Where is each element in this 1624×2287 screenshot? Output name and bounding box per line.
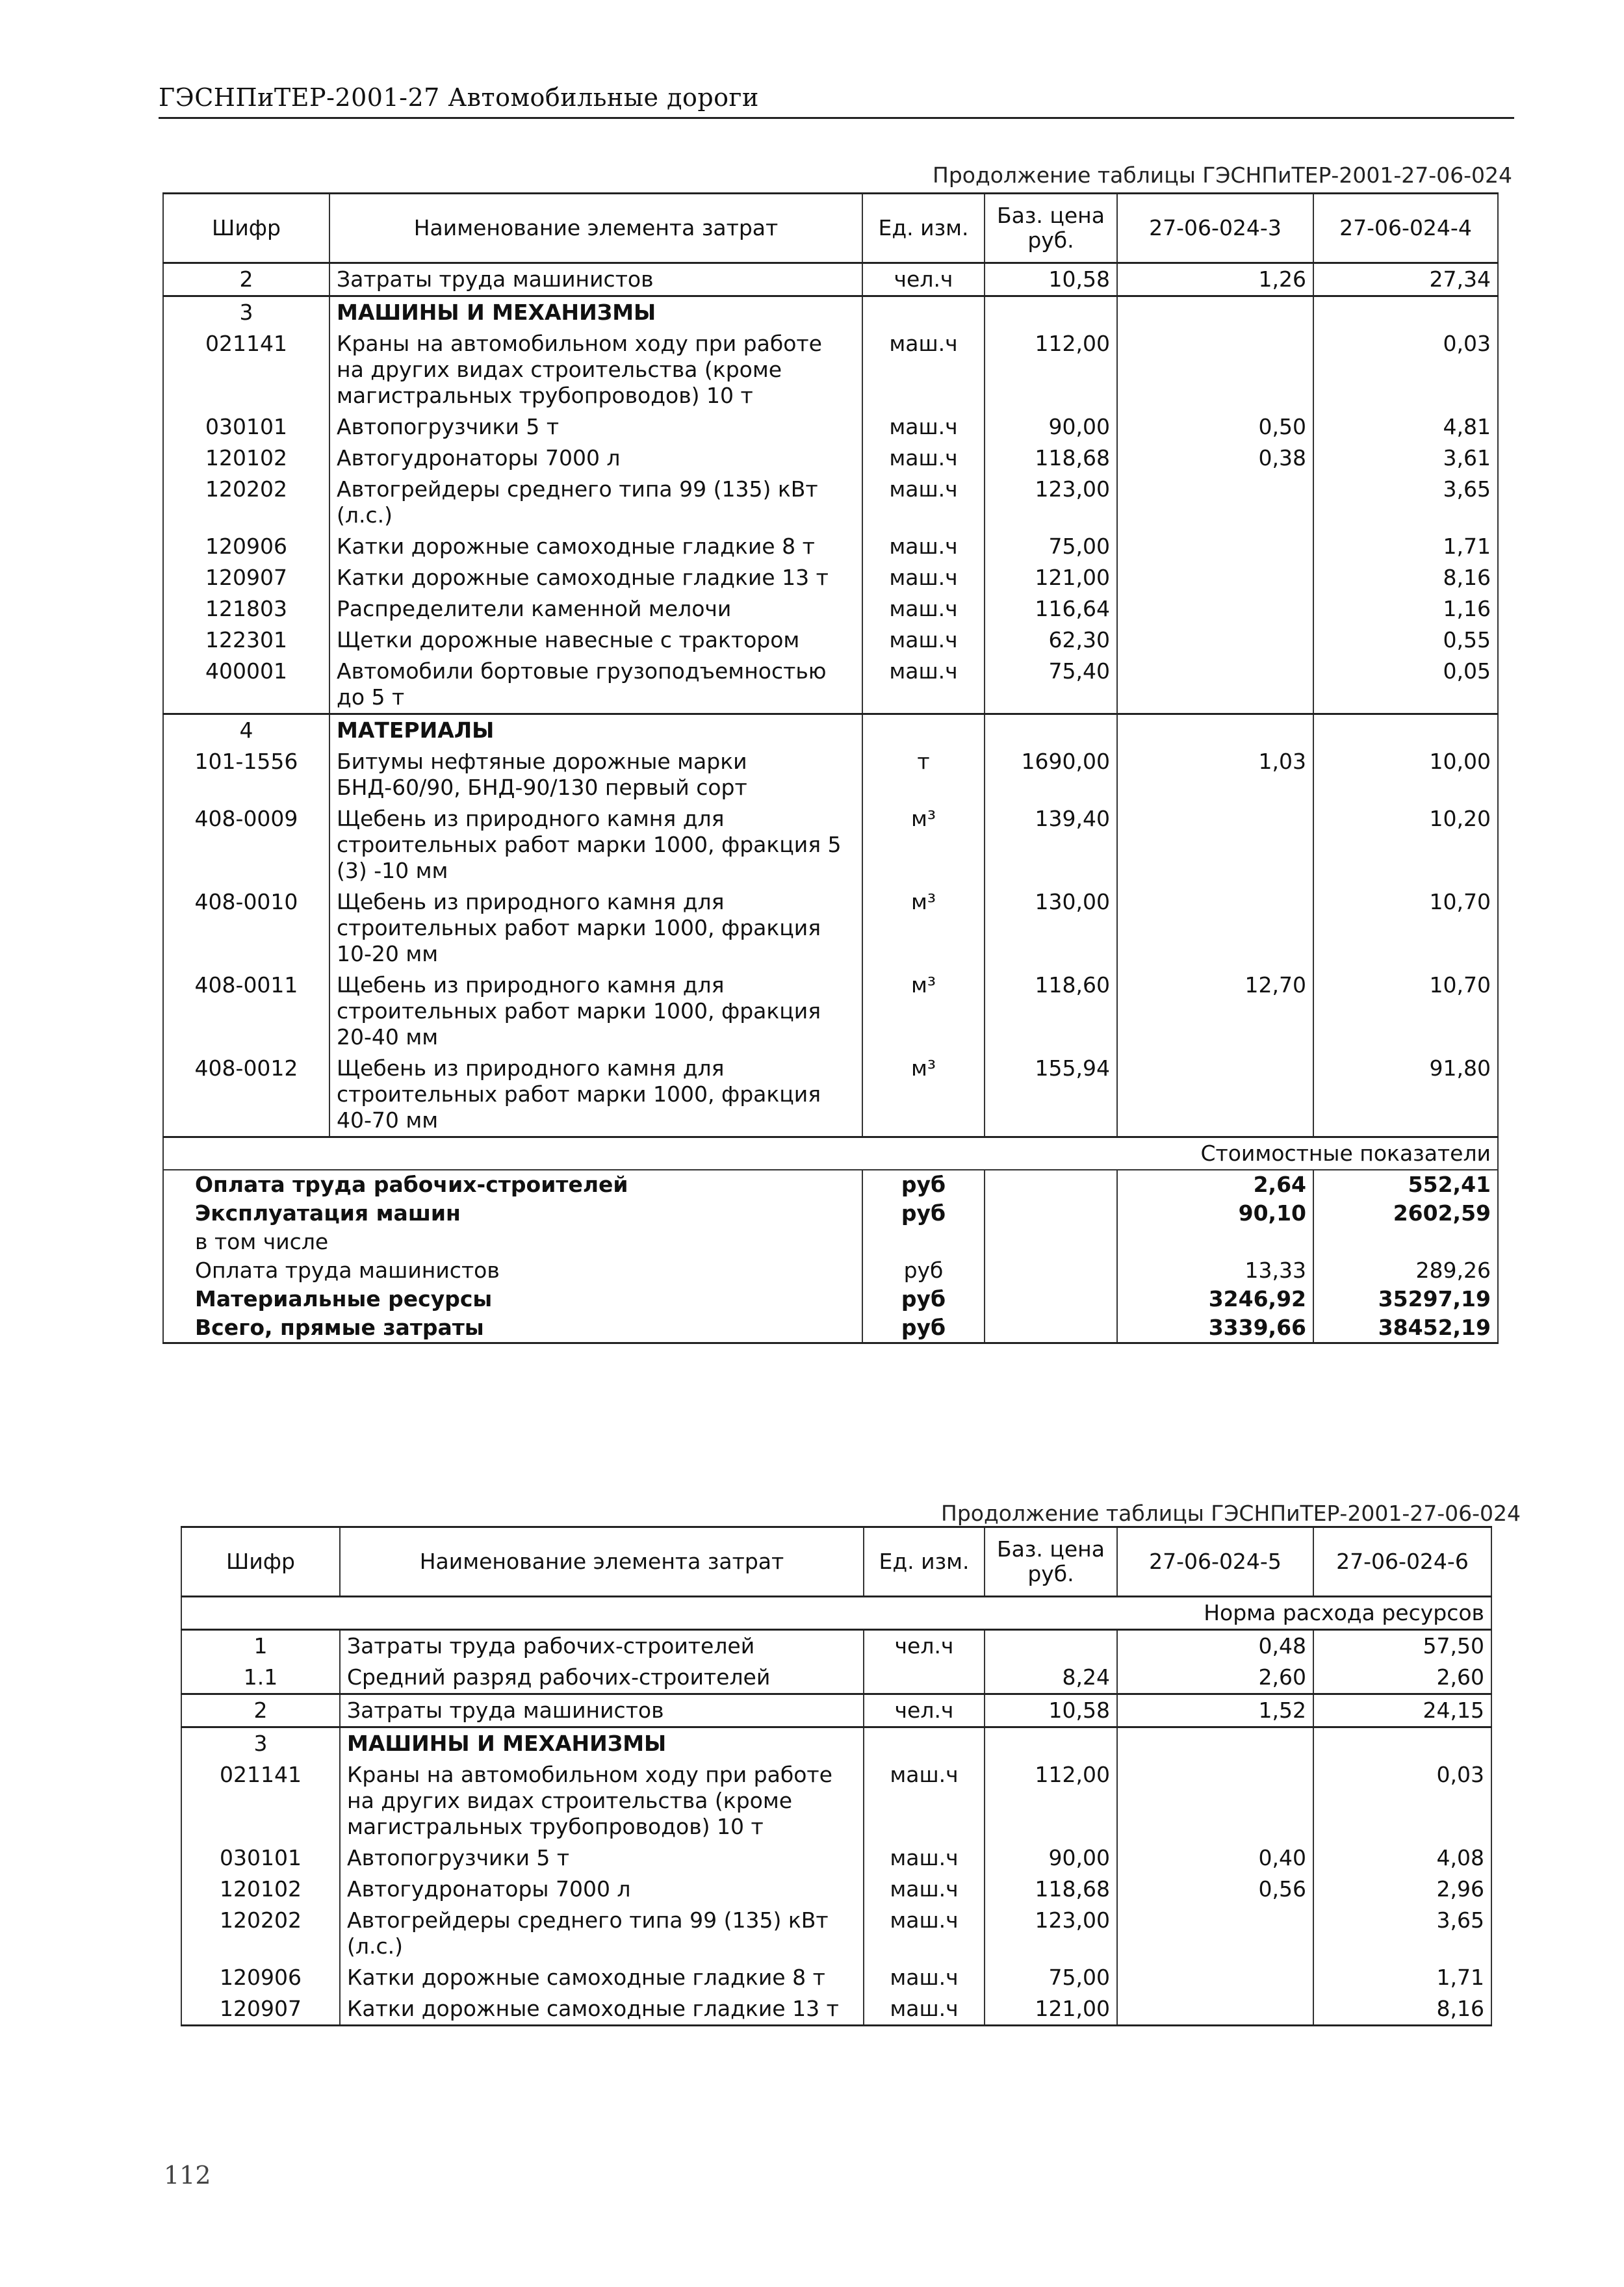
- cell-price: 8,24: [985, 1662, 1117, 1694]
- col-header-a: 27-06-024-3: [1117, 194, 1313, 263]
- cell-value-b: 4,81: [1313, 411, 1498, 443]
- cell-price: 75,00: [985, 1962, 1117, 1993]
- cell-name: Щебень из природного камня для строительных работ марки 1000, фракция 20-40 мм: [329, 970, 862, 1053]
- cell-price: 139,40: [985, 803, 1117, 886]
- cell-price: 1690,00: [985, 746, 1117, 803]
- cell-name: Битумы нефтяные дорожные марки БНД-60/90, БНД-90/130 первый сорт: [329, 746, 862, 803]
- cell-unit: чел.ч: [862, 263, 985, 296]
- cost-value-a: 3246,92: [1117, 1285, 1313, 1313]
- table1: [162, 192, 1499, 1344]
- cell-value-a: 0,56: [1117, 1874, 1313, 1905]
- cell-price: 118,60: [985, 970, 1117, 1053]
- cell-code: 120906: [181, 1962, 340, 1993]
- col-header-price: Баз. цена руб.: [985, 1527, 1117, 1597]
- col-header-unit: Ед. изм.: [862, 194, 985, 263]
- col-header-code: Шифр: [163, 194, 329, 263]
- table-row: [163, 531, 1498, 562]
- col-header-name: Наименование элемента затрат: [329, 194, 862, 263]
- cell-name: Щебень из природного камня для строительных работ марки 1000, фракция 5 (3) -10 мм: [329, 803, 862, 886]
- cost-value-b: 35297,19: [1313, 1285, 1498, 1313]
- cell-value-b: 0,55: [1313, 625, 1498, 656]
- table-row: [163, 411, 1498, 443]
- cell-unit: маш.ч: [862, 562, 985, 593]
- cell-unit: маш.ч: [864, 1842, 985, 1874]
- cell-price: 123,00: [985, 474, 1117, 531]
- cell-value-b: 91,80: [1313, 1053, 1498, 1137]
- cell-unit: [862, 714, 985, 747]
- cell-name: Катки дорожные самоходные гладкие 8 т: [340, 1962, 864, 1993]
- cost-header: [163, 1137, 1498, 1170]
- cell-code: 101-1556: [163, 746, 329, 803]
- cell-value-b: 8,16: [1313, 1993, 1491, 2026]
- cost-empty-price: [985, 1199, 1117, 1228]
- table-row: [181, 1662, 1491, 1694]
- cost-empty-price: [985, 1285, 1117, 1313]
- cell-value-b: 10,70: [1313, 970, 1498, 1053]
- norm-header: [181, 1597, 1491, 1630]
- cell-unit: маш.ч: [864, 1993, 985, 2026]
- cell-unit: маш.ч: [862, 443, 985, 474]
- cost-unit: руб: [862, 1170, 985, 1199]
- cell-code: 120906: [163, 531, 329, 562]
- table-row: [181, 1993, 1491, 2026]
- cost-row: [163, 1285, 1498, 1313]
- cell-code: 2: [163, 263, 329, 296]
- cell-value-a: [1117, 562, 1313, 593]
- cell-code: 030101: [181, 1842, 340, 1874]
- cell-price: 121,00: [985, 562, 1117, 593]
- cell-value-a: [1117, 328, 1313, 411]
- cell-unit: маш.ч: [862, 593, 985, 625]
- cell-price: 118,68: [985, 1874, 1117, 1905]
- cell-price: 112,00: [985, 328, 1117, 411]
- cell-price: 130,00: [985, 886, 1117, 970]
- cell-name: Автогрейдеры среднего типа 99 (135) кВт (л.с.): [340, 1905, 864, 1962]
- cell-value-a: [1117, 474, 1313, 531]
- cell-name: Затраты труда машинистов: [340, 1694, 864, 1727]
- cell-value-a: 0,40: [1117, 1842, 1313, 1874]
- cell-name: Автопогрузчики 5 т: [340, 1842, 864, 1874]
- cell-price: 75,40: [985, 656, 1117, 714]
- cell-name: Катки дорожные самоходные гладкие 13 т: [340, 1993, 864, 2026]
- cost-label: Всего, прямые затраты: [163, 1313, 862, 1343]
- cell-name: Щетки дорожные навесные с трактором: [329, 625, 862, 656]
- cell-name: МАШИНЫ И МЕХАНИЗМЫ: [329, 296, 862, 329]
- cost-value-a: 13,33: [1117, 1256, 1313, 1285]
- cell-price: 62,30: [985, 625, 1117, 656]
- cell-code: 1.1: [181, 1662, 340, 1694]
- table-row: [163, 886, 1498, 970]
- cell-name: Затраты труда машинистов: [329, 263, 862, 296]
- cell-value-a: 1,52: [1117, 1694, 1313, 1727]
- cell-unit: маш.ч: [862, 656, 985, 714]
- cell-value-b: 3,65: [1313, 1905, 1491, 1962]
- cell-name: Автопогрузчики 5 т: [329, 411, 862, 443]
- cell-value-a: 0,50: [1117, 411, 1313, 443]
- cell-name: Краны на автомобильном ходу при работе на других видах строительства (кроме магистральных трубопроводов) 10 т: [329, 328, 862, 411]
- cost-value-a: 90,10: [1117, 1199, 1313, 1228]
- cell-value-b: 3,61: [1313, 443, 1498, 474]
- cost-unit: руб: [862, 1285, 985, 1313]
- cell-unit: м³: [862, 1053, 985, 1137]
- cell-value-a: [1117, 714, 1313, 747]
- cell-name: Щебень из природного камня для строительных работ марки 1000, фракция 40-70 мм: [329, 1053, 862, 1137]
- table-row: [163, 328, 1498, 411]
- table-row: [163, 562, 1498, 593]
- cell-unit: чел.ч: [864, 1630, 985, 1662]
- table-row: [163, 970, 1498, 1053]
- cell-value-a: 0,38: [1117, 443, 1313, 474]
- cost-value-b: 38452,19: [1313, 1313, 1498, 1343]
- cell-value-a: [1117, 803, 1313, 886]
- cell-code: 4: [163, 714, 329, 747]
- cell-name: Автомобили бортовые грузоподъемностью до 5 т: [329, 656, 862, 714]
- cell-price: 90,00: [985, 411, 1117, 443]
- table-row: [181, 1694, 1491, 1727]
- cell-value-a: [1117, 625, 1313, 656]
- cell-unit: [862, 296, 985, 329]
- cell-unit: маш.ч: [864, 1962, 985, 1993]
- col-header-price: Баз. цена руб.: [985, 194, 1117, 263]
- cell-value-b: 10,20: [1313, 803, 1498, 886]
- cell-code: 120907: [163, 562, 329, 593]
- cost-row: [163, 1313, 1498, 1343]
- cell-name: МАШИНЫ И МЕХАНИЗМЫ: [340, 1727, 864, 1760]
- cell-price: 90,00: [985, 1842, 1117, 1874]
- cell-name: Катки дорожные самоходные гладкие 13 т: [329, 562, 862, 593]
- cell-code: 120102: [181, 1874, 340, 1905]
- cell-code: 121803: [163, 593, 329, 625]
- cell-code: 122301: [163, 625, 329, 656]
- cell-code: 400001: [163, 656, 329, 714]
- cell-price: 123,00: [985, 1905, 1117, 1962]
- cell-value-b: 8,16: [1313, 562, 1498, 593]
- col-header-name: Наименование элемента затрат: [340, 1527, 864, 1597]
- cell-value-b: 1,16: [1313, 593, 1498, 625]
- cell-unit: маш.ч: [864, 1905, 985, 1962]
- cell-unit: м³: [862, 886, 985, 970]
- cost-label: Материальные ресурсы: [163, 1285, 862, 1313]
- cell-price: 10,58: [985, 263, 1117, 296]
- cell-name: Автогудронаторы 7000 л: [340, 1874, 864, 1905]
- table-row: [181, 1874, 1491, 1905]
- table-row: [163, 656, 1498, 714]
- cell-code: 2: [181, 1694, 340, 1727]
- cell-name: Автогудронаторы 7000 л: [329, 443, 862, 474]
- col-header-b: 27-06-024-4: [1313, 194, 1498, 263]
- cell-unit: маш.ч: [864, 1874, 985, 1905]
- cell-value-b: 10,70: [1313, 886, 1498, 970]
- cost-label: Эксплуатация машин: [163, 1199, 862, 1228]
- cell-price: 121,00: [985, 1993, 1117, 2026]
- table-row: [163, 263, 1498, 296]
- table-row: [163, 474, 1498, 531]
- cost-unit: руб: [862, 1256, 985, 1285]
- table-row: [163, 593, 1498, 625]
- cell-unit: [864, 1662, 985, 1694]
- table-row: [181, 1759, 1491, 1842]
- cell-price: [985, 1630, 1117, 1662]
- cell-value-b: 2,96: [1313, 1874, 1491, 1905]
- cost-row: [163, 1256, 1498, 1285]
- page-number: 112: [164, 2161, 211, 2190]
- cell-value-b: 0,03: [1313, 328, 1498, 411]
- cost-empty-price: [985, 1313, 1117, 1343]
- cost-row: [163, 1228, 1498, 1256]
- header-rule: [159, 117, 1514, 119]
- cell-value-b: 27,34: [1313, 263, 1498, 296]
- cell-name: Щебень из природного камня для строительных работ марки 1000, фракция 10-20 мм: [329, 886, 862, 970]
- cell-name: Краны на автомобильном ходу при работе на других видах строительства (кроме магистральных трубопроводов) 10 т: [340, 1759, 864, 1842]
- cell-value-a: [1117, 1759, 1313, 1842]
- col-header-unit: Ед. изм.: [864, 1527, 985, 1597]
- cell-value-a: [1117, 1993, 1313, 2026]
- cell-name: Распределители каменной мелочи: [329, 593, 862, 625]
- cell-value-b: 0,03: [1313, 1759, 1491, 1842]
- cell-code: 030101: [163, 411, 329, 443]
- cell-code: 120202: [163, 474, 329, 531]
- table-row: [181, 1630, 1491, 1662]
- cost-label: Оплата труда рабочих-строителей: [163, 1170, 862, 1199]
- cell-price: 118,68: [985, 443, 1117, 474]
- cell-value-a: 0,48: [1117, 1630, 1313, 1662]
- cell-unit: маш.ч: [862, 328, 985, 411]
- cell-unit: маш.ч: [864, 1759, 985, 1842]
- cell-unit: м³: [862, 803, 985, 886]
- cost-unit: [862, 1228, 985, 1256]
- cell-unit: маш.ч: [862, 474, 985, 531]
- cell-value-b: 1,71: [1313, 531, 1498, 562]
- table-row: [163, 443, 1498, 474]
- table1-caption: Продолжение таблицы ГЭСНПиТЕР-2001-27-06-024: [933, 162, 1513, 188]
- cell-value-b: 2,60: [1313, 1662, 1491, 1694]
- table-row: [181, 1962, 1491, 1993]
- cost-value-a: 2,64: [1117, 1170, 1313, 1199]
- cost-value-a: [1117, 1228, 1313, 1256]
- cell-value-a: [1117, 656, 1313, 714]
- cell-code: 408-0012: [163, 1053, 329, 1137]
- cell-code: 120202: [181, 1905, 340, 1962]
- cost-row: [163, 1199, 1498, 1228]
- cost-header-cell: Стоимостные показатели: [163, 1137, 1498, 1170]
- cell-code: 120102: [163, 443, 329, 474]
- cell-code: 021141: [163, 328, 329, 411]
- cell-value-a: [1117, 531, 1313, 562]
- cost-value-b: 289,26: [1313, 1256, 1498, 1285]
- cell-value-a: [1117, 1905, 1313, 1962]
- cell-price: 155,94: [985, 1053, 1117, 1137]
- cost-label: в том числе: [163, 1228, 862, 1256]
- table-row: [163, 803, 1498, 886]
- cell-code: 408-0011: [163, 970, 329, 1053]
- cell-price: [985, 296, 1117, 329]
- table2-header-row: [181, 1527, 1491, 1597]
- cell-unit: маш.ч: [862, 531, 985, 562]
- col-header-code: Шифр: [181, 1527, 340, 1597]
- cost-label: Оплата труда машинистов: [163, 1256, 862, 1285]
- cell-code: 1: [181, 1630, 340, 1662]
- cell-price: [985, 714, 1117, 747]
- cell-value-a: [1117, 886, 1313, 970]
- cost-value-b: 2602,59: [1313, 1199, 1498, 1228]
- cell-price: 75,00: [985, 531, 1117, 562]
- table-row: [163, 1053, 1498, 1137]
- cost-row: [163, 1170, 1498, 1199]
- cell-value-a: 1,26: [1117, 263, 1313, 296]
- cell-name: Средний разряд рабочих-строителей: [340, 1662, 864, 1694]
- cell-name: Автогрейдеры среднего типа 99 (135) кВт (л.с.): [329, 474, 862, 531]
- cell-code: 120907: [181, 1993, 340, 2026]
- cell-price: [985, 1727, 1117, 1760]
- table-row: [163, 746, 1498, 803]
- cell-code: 021141: [181, 1759, 340, 1842]
- cell-unit: [864, 1727, 985, 1760]
- page-header-title: ГЭСНПиТЕР-2001-27 Автомобильные дороги: [159, 83, 759, 112]
- table2-caption: Продолжение таблицы ГЭСНПиТЕР-2001-27-06-024: [941, 1501, 1521, 1526]
- cell-value-a: [1117, 593, 1313, 625]
- table-row: [163, 625, 1498, 656]
- cost-value-b: 552,41: [1313, 1170, 1498, 1199]
- cell-unit: м³: [862, 970, 985, 1053]
- cell-value-a: [1117, 1727, 1313, 1760]
- cell-unit: маш.ч: [862, 625, 985, 656]
- cell-unit: чел.ч: [864, 1694, 985, 1727]
- cost-empty-price: [985, 1170, 1117, 1199]
- cell-value-b: 1,71: [1313, 1962, 1491, 1993]
- cell-price: 10,58: [985, 1694, 1117, 1727]
- section-row: [163, 714, 1498, 747]
- cell-name: Затраты труда рабочих-строителей: [340, 1630, 864, 1662]
- cell-value-a: [1117, 1962, 1313, 1993]
- cell-value-a: 1,03: [1117, 746, 1313, 803]
- cell-value-b: 0,05: [1313, 656, 1498, 714]
- cost-value-a: 3339,66: [1117, 1313, 1313, 1343]
- norm-header-cell: Норма расхода ресурсов: [181, 1597, 1491, 1630]
- cell-name: МАТЕРИАЛЫ: [329, 714, 862, 747]
- table-row: [181, 1905, 1491, 1962]
- cell-price: 112,00: [985, 1759, 1117, 1842]
- cell-value-b: [1313, 714, 1498, 747]
- section-row: [181, 1727, 1491, 1760]
- cell-value-b: 57,50: [1313, 1630, 1491, 1662]
- cost-empty-price: [985, 1256, 1117, 1285]
- cell-value-b: 3,65: [1313, 474, 1498, 531]
- table-row: [181, 1842, 1491, 1874]
- table1-header-row: [163, 194, 1498, 263]
- cell-code: 408-0009: [163, 803, 329, 886]
- cell-unit: маш.ч: [862, 411, 985, 443]
- cost-value-b: [1313, 1228, 1498, 1256]
- cell-code: 3: [163, 296, 329, 329]
- col-header-a: 27-06-024-5: [1117, 1527, 1313, 1597]
- cell-value-b: 4,08: [1313, 1842, 1491, 1874]
- cell-value-b: 10,00: [1313, 746, 1498, 803]
- cell-value-a: 2,60: [1117, 1662, 1313, 1694]
- cell-value-a: [1117, 296, 1313, 329]
- cell-value-b: [1313, 296, 1498, 329]
- cost-unit: руб: [862, 1313, 985, 1343]
- table2: [181, 1526, 1492, 2026]
- section-row: [163, 296, 1498, 329]
- cell-value-a: [1117, 1053, 1313, 1137]
- cell-unit: т: [862, 746, 985, 803]
- cell-price: 116,64: [985, 593, 1117, 625]
- cell-value-b: [1313, 1727, 1491, 1760]
- cell-value-b: 24,15: [1313, 1694, 1491, 1727]
- cell-code: 3: [181, 1727, 340, 1760]
- cell-name: Катки дорожные самоходные гладкие 8 т: [329, 531, 862, 562]
- cost-empty-price: [985, 1228, 1117, 1256]
- cell-value-a: 12,70: [1117, 970, 1313, 1053]
- col-header-b: 27-06-024-6: [1313, 1527, 1491, 1597]
- cost-unit: руб: [862, 1199, 985, 1228]
- cell-code: 408-0010: [163, 886, 329, 970]
